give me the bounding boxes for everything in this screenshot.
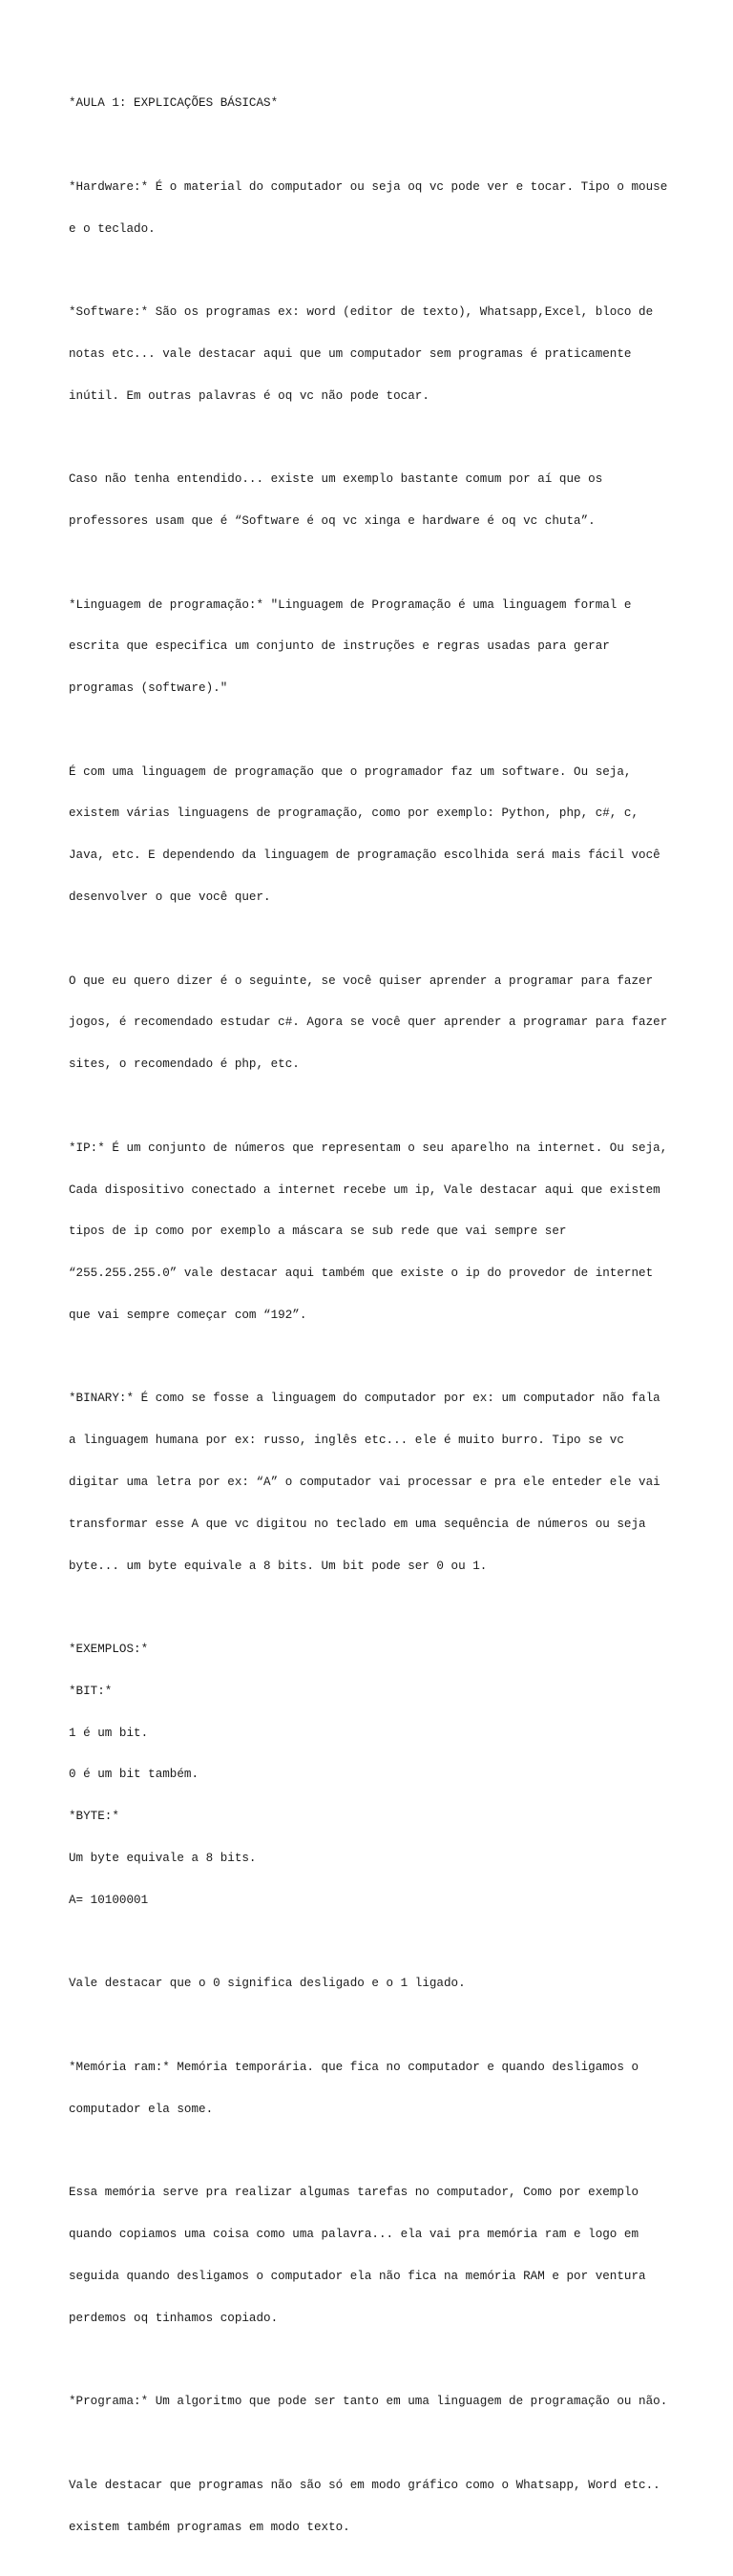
text-line: Vale destacar que o 0 significa desligado e o 1 ligado. xyxy=(69,1977,466,1991)
text-line: professores usam que é “Software é oq vc xinga e hardware é oq vc chuta”. xyxy=(69,514,596,528)
text-line: quando copiamos uma coisa como uma palavra... ela vai pra memória ram e logo em xyxy=(69,2228,639,2242)
paragraph-software-example xyxy=(69,445,680,556)
text-line: *BINARY:* É como se fosse a linguagem do computador por ex: um computador não fala xyxy=(69,1392,660,1406)
text-line: O que eu quero dizer é o seguinte, se você quiser aprender a programar para fazer xyxy=(69,974,654,988)
text-line: *BIT:* xyxy=(69,1684,113,1698)
paragraph-examples xyxy=(69,1615,680,1936)
text-line: e o teclado. xyxy=(69,221,156,236)
text-line: programas (software)." xyxy=(69,681,228,696)
text-line: 1 é um bit. xyxy=(69,1726,149,1740)
text-line: desenvolver o que você quer. xyxy=(69,890,271,905)
text-line: *IP:* É um conjunto de números que representam o seu aparelho na internet. Ou seja, xyxy=(69,1141,668,1155)
paragraph-languages-list xyxy=(69,738,680,932)
text-line: que vai sempre começar com “192”. xyxy=(69,1308,307,1322)
lesson-title xyxy=(69,69,680,138)
paragraph-bit-meaning xyxy=(69,1949,680,2019)
text-line: tipos de ip como por exemplo a máscara se sub rede que vai sempre ser xyxy=(69,1225,567,1239)
text-line: Caso não tenha entendido... existe um exemplo bastante comum por aí que os xyxy=(69,472,603,487)
text-line: Vale destacar que programas não são só em modo gráfico como o Whatsapp, Word etc.. xyxy=(69,2478,660,2492)
text-line: jogos, é recomendado estudar c#. Agora se você quer aprender a programar para fazer xyxy=(69,1016,668,1030)
text-line: Um byte equivale a 8 bits. xyxy=(69,1852,257,1865)
text-line: É com uma linguagem de programação que o programador faz um software. Ou seja, xyxy=(69,764,632,779)
paragraph-ram xyxy=(69,2033,680,2145)
text-line: notas etc... vale destacar aqui que um computador sem programas é praticamente xyxy=(69,346,632,361)
document-page xyxy=(69,69,680,2576)
text-line: sites, o recomendado é php, etc. xyxy=(69,1058,300,1072)
text-line: *BYTE:* xyxy=(69,1810,119,1824)
text-line: 0 é um bit também. xyxy=(69,1768,199,1782)
text-line: Cada dispositivo conectado a internet recebe um ip, Vale destacar aqui que existem xyxy=(69,1183,660,1197)
text-line: digitar uma letra por ex: “A” o computador vai processar e pra ele enteder ele vai xyxy=(69,1475,660,1489)
text-line: perdemos oq tinhamos copiado. xyxy=(69,2311,279,2325)
text-line: *Hardware:* É o material do computador ou seja oq vc pode ver e tocar. Tipo o mouse xyxy=(69,179,668,194)
text-line: *Linguagem de programação:* "Linguagem de Programação é uma linguagem formal e xyxy=(69,597,632,612)
text-line: Essa memória serve pra realizar algumas tarefas no computador, Como por exemplo xyxy=(69,2186,639,2200)
text-line: *Software:* São os programas ex: word (editor de texto), Whatsapp,Excel, bloco de xyxy=(69,305,654,320)
text-line: a linguagem humana por ex: russo, inglês etc... ele é muito burro. Tipo se vc xyxy=(69,1434,624,1448)
text-line: seguida quando desligamos o computador ela não fica na memória RAM e por ventura xyxy=(69,2269,646,2283)
text-line: byte... um byte equivale a 8 bits. Um bit pode ser 0 ou 1. xyxy=(69,1559,488,1573)
paragraph-programming-language xyxy=(69,570,680,723)
text-line: existem várias linguagens de programação, como por exemplo: Python, php, c#, c, xyxy=(69,806,639,821)
text-line: existem também programas em modo texto. xyxy=(69,2520,350,2534)
paragraph-program-modes xyxy=(69,2451,680,2563)
text-line: computador ela some. xyxy=(69,2102,214,2116)
text-line: “255.255.255.0” vale destacar aqui também que existe o ip do provedor de internet xyxy=(69,1267,654,1281)
paragraph-ram-usage xyxy=(69,2158,680,2353)
text-line: A= 10100001 xyxy=(69,1893,149,1907)
paragraph-program xyxy=(69,2367,680,2437)
paragraph-binary xyxy=(69,1364,680,1601)
paragraph-software xyxy=(69,278,680,431)
text-line: inútil. Em outras palavras é oq vc não pode tocar. xyxy=(69,388,429,403)
text-line: *Memória ram:* Memória temporária. que fica no computador e quando desligamos o xyxy=(69,2060,639,2074)
text-line: escrita que especifica um conjunto de instruções e regras usadas para gerar xyxy=(69,639,610,654)
text-line: Java, etc. E dependendo da linguagem de programação escolhida será mais fácil você xyxy=(69,848,660,863)
text-line: *AULA 1: EXPLICAÇÕES BÁSICAS* xyxy=(69,96,279,111)
paragraph-ip xyxy=(69,1114,680,1351)
text-line: transformar esse A que vc digitou no teclado em uma sequência de números ou seja xyxy=(69,1517,646,1531)
text-line: *Programa:* Um algoritmo que pode ser tanto em uma linguagem de programação ou não. xyxy=(69,2395,668,2409)
paragraph-recommendation xyxy=(69,946,680,1100)
paragraph-hardware xyxy=(69,153,680,264)
text-line: *EXEMPLOS:* xyxy=(69,1643,149,1657)
